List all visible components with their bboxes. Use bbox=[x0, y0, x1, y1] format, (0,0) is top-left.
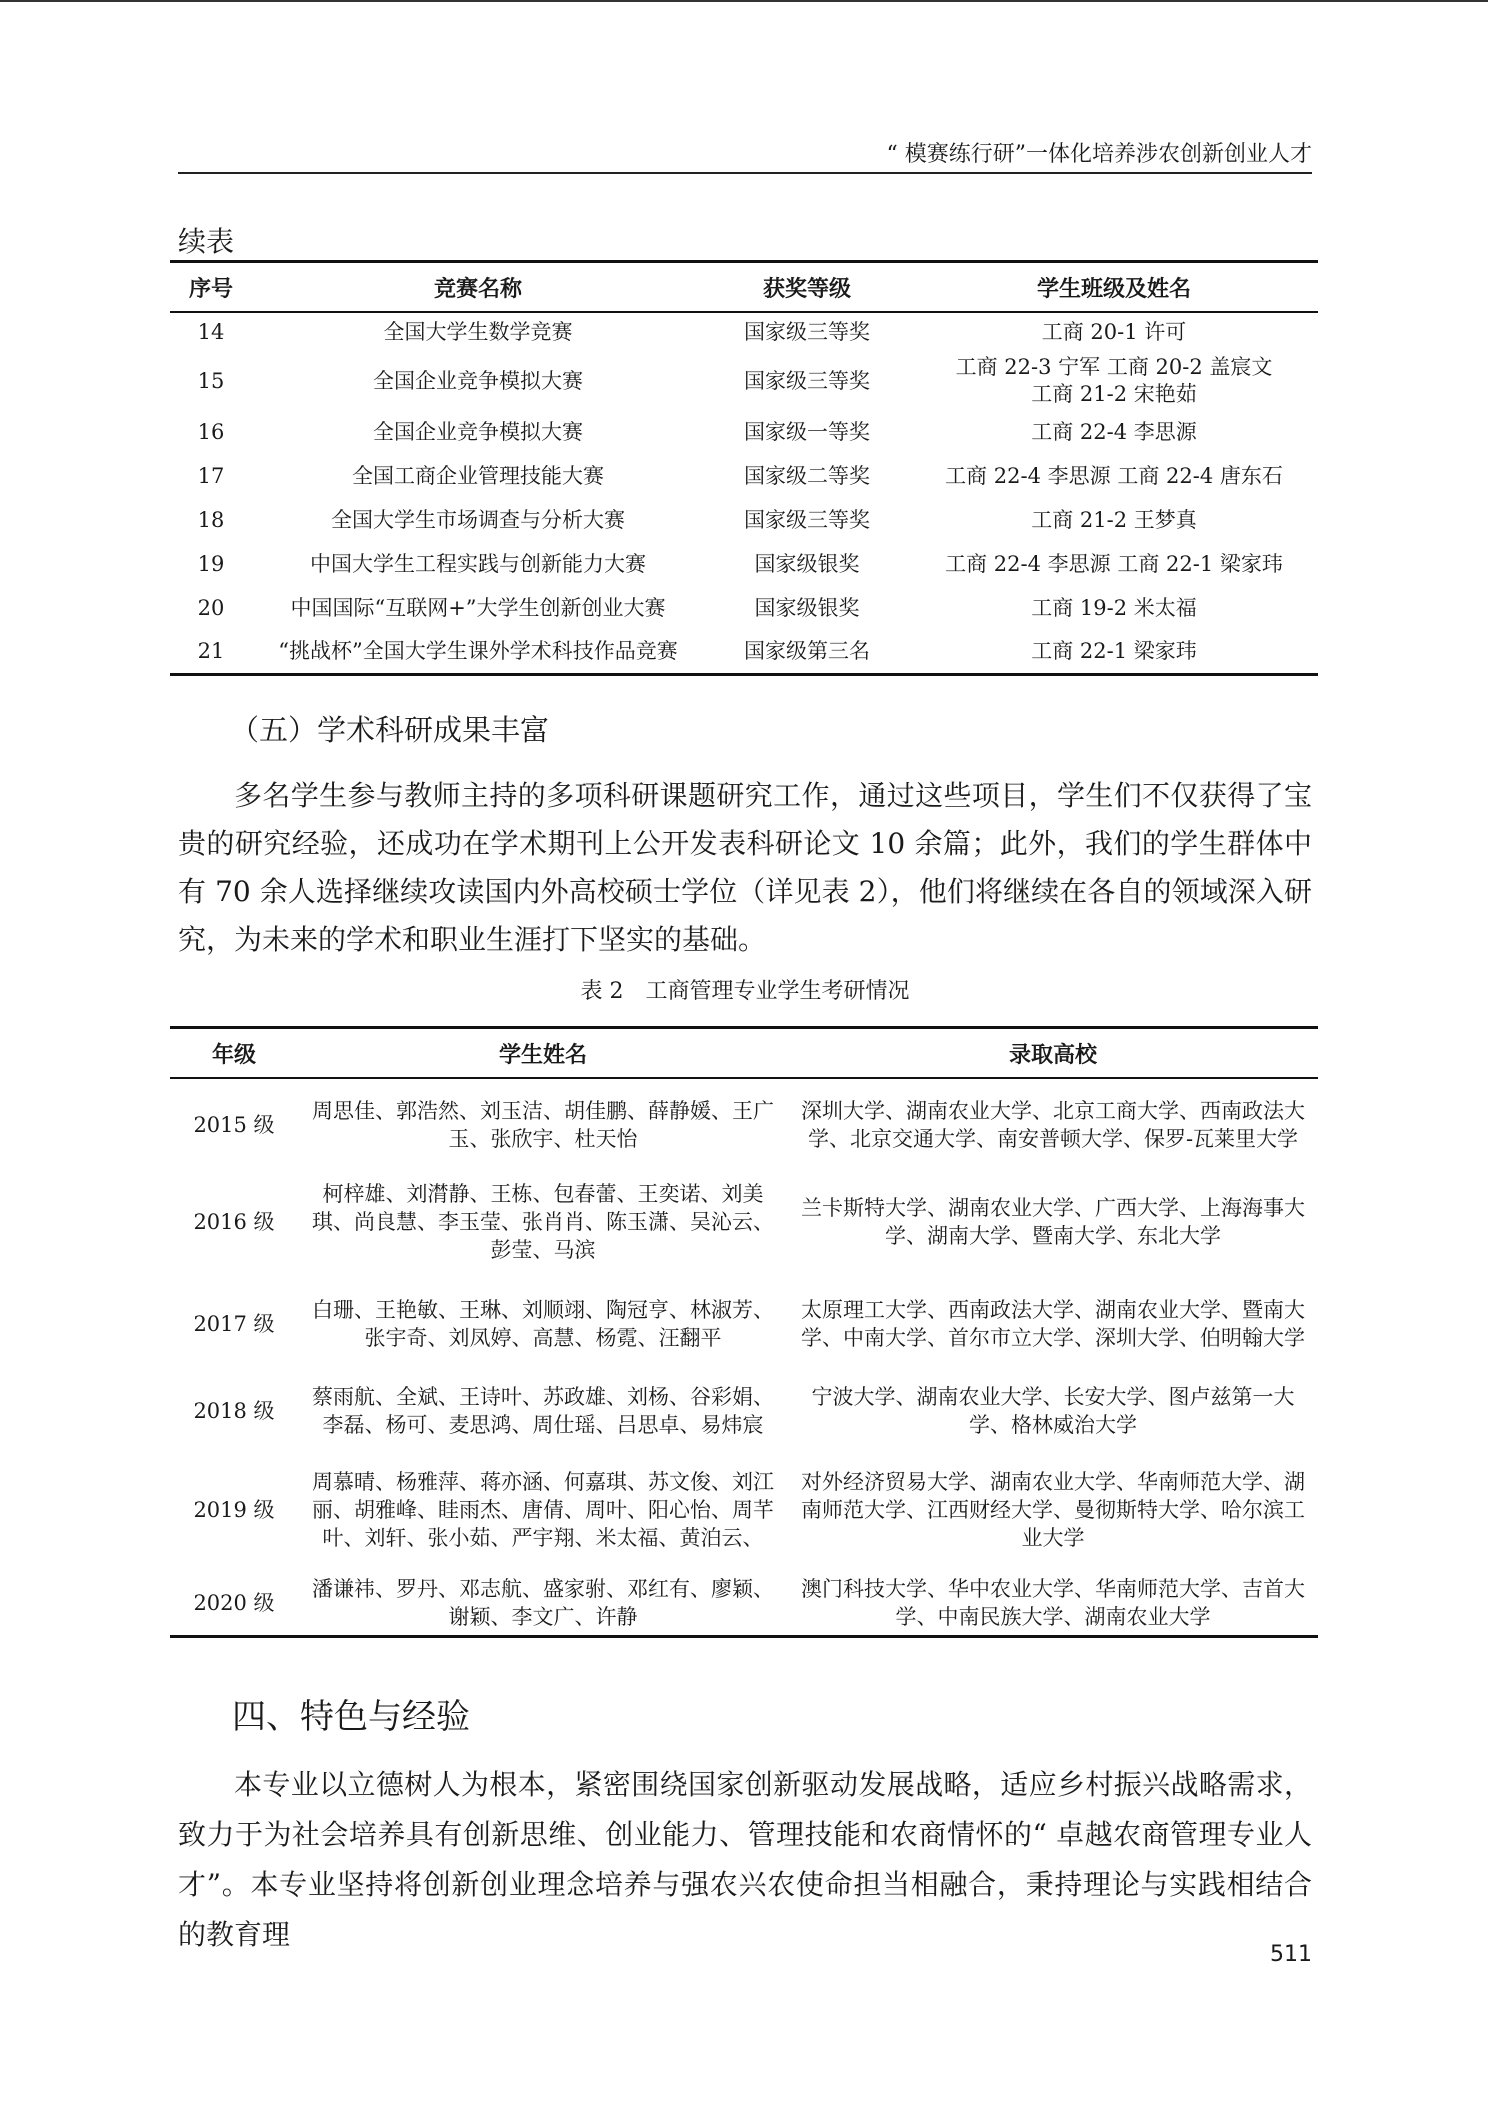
table-cell-level: 国家级三等奖 bbox=[744, 368, 870, 393]
column-header: 序号 bbox=[170, 262, 252, 313]
table-cell-level: 国家级银奖 bbox=[754, 595, 860, 620]
column-header: 年级 bbox=[170, 1028, 298, 1079]
table-cell-level: 国家级二等奖 bbox=[744, 463, 870, 488]
table-cell-level: 国家级三等奖 bbox=[744, 320, 870, 344]
table-cell-students bbox=[910, 630, 1318, 674]
section-heading: 四、特色与经验 bbox=[232, 1697, 470, 1737]
table-cell-students bbox=[910, 312, 1318, 352]
table-cell-no: 15 bbox=[197, 368, 225, 393]
table-cell-level: 国家级银奖 bbox=[754, 551, 860, 576]
table-cell-grade: 2019 级 bbox=[193, 1498, 275, 1522]
table-row bbox=[170, 586, 1318, 630]
continued-table-label: 续表 bbox=[178, 225, 235, 258]
student-line: 工商 19-2 米太福 bbox=[1031, 595, 1197, 620]
table-cell-no: 21 bbox=[197, 638, 225, 663]
top-border bbox=[0, 0, 1488, 2]
student-line: 工商 22-4 李思源 工商 22-1 梁家玮 bbox=[945, 551, 1283, 576]
table-cell-level: 国家级三等奖 bbox=[744, 507, 870, 532]
student-line: 工商 22-3 宁军 工商 20-2 盖宸文 bbox=[955, 355, 1273, 379]
column-header: 录取高校 bbox=[788, 1028, 1318, 1079]
table-cell-name: 中国大学生工程实践与创新能力大赛 bbox=[310, 551, 646, 576]
table-cell-name: 中国国际“互联网+”大学生创新创业大赛 bbox=[290, 595, 666, 620]
table-cell-students bbox=[910, 410, 1318, 454]
table-header-row bbox=[170, 262, 1318, 313]
table-cell-no: 18 bbox=[197, 507, 225, 532]
table-row bbox=[170, 1374, 1318, 1448]
student-line: 工商 20-1 许可 bbox=[1041, 320, 1187, 344]
competition-awards-table bbox=[170, 260, 1318, 676]
table-cell-name: 全国企业竞争模拟大赛 bbox=[373, 419, 583, 444]
student-line: 工商 22-4 李思源 工商 22-4 唐东石 bbox=[945, 463, 1283, 488]
table-cell-no: 16 bbox=[197, 419, 225, 444]
table-row bbox=[170, 542, 1318, 586]
table-row bbox=[170, 1274, 1318, 1374]
table-row bbox=[170, 454, 1318, 498]
table-cell-students bbox=[910, 542, 1318, 586]
column-header: 获奖等级 bbox=[704, 262, 910, 313]
table-header-row bbox=[170, 1028, 1318, 1079]
table-caption: 表 2 工商管理专业学生考研情况 bbox=[580, 979, 910, 1004]
table-cell-unis: 宁波大学、湖南农业大学、长安大学、图卢兹第一大学、格林威治大学 bbox=[811, 1385, 1295, 1437]
table-cell-grade: 2017 级 bbox=[193, 1312, 275, 1336]
table-row bbox=[170, 410, 1318, 454]
table-cell-students bbox=[910, 586, 1318, 630]
table-cell-name: 全国工商企业管理技能大赛 bbox=[352, 463, 604, 488]
student-line: 工商 22-4 李思源 bbox=[1031, 419, 1197, 444]
table-cell-students bbox=[910, 498, 1318, 542]
table-row bbox=[170, 1448, 1318, 1572]
body-paragraph: 多名学生参与教师主持的多项科研课题研究工作，通过这些项目，学生们不仅获得了宝贵的研究经验，还成功在学术期刊上公开发表科研论文 10 余篇；此外，我们的学生群体中有 70 余人选择继续攻读国内外高校硕士学位（详见表 2），他们将继续在各自的领域深入研究，为未来的学术和职业生涯打下坚实的基础。 bbox=[178, 779, 1312, 956]
table-row bbox=[170, 352, 1318, 410]
column-header: 学生班级及姓名 bbox=[910, 262, 1318, 313]
table-cell-name: 全国大学生市场调查与分析大赛 bbox=[331, 507, 625, 532]
column-header: 学生姓名 bbox=[298, 1028, 788, 1079]
column-header: 竞赛名称 bbox=[252, 262, 704, 313]
table-cell-names: 蔡雨航、全斌、王诗叶、苏政雄、刘杨、谷彩娟、李磊、杨可、麦思鸿、周仕瑶、吕思卓、易炜宸 bbox=[312, 1385, 774, 1437]
page-number: 511 bbox=[1270, 1942, 1312, 1967]
table-cell-name: 全国企业竞争模拟大赛 bbox=[373, 368, 583, 393]
table-cell-unis: 对外经济贸易大学、湖南农业大学、华南师范大学、湖南师范大学、江西财经大学、曼彻斯特大学、哈尔滨工业大学 bbox=[801, 1470, 1305, 1550]
table-cell-unis: 兰卡斯特大学、湖南农业大学、广西大学、上海海事大学、湖南大学、暨南大学、东北大学 bbox=[801, 1196, 1305, 1248]
table-row bbox=[170, 1572, 1318, 1636]
table-cell-grade: 2016 级 bbox=[193, 1210, 275, 1234]
table-cell-level: 国家级一等奖 bbox=[744, 419, 870, 444]
table-cell-unis: 澳门科技大学、华中农业大学、华南师范大学、吉首大学、中南民族大学、湖南农业大学 bbox=[801, 1577, 1305, 1630]
student-line: 工商 21-2 宋艳茹 bbox=[1031, 382, 1197, 406]
header-rule bbox=[178, 172, 1312, 174]
table-row bbox=[170, 630, 1318, 674]
table-cell-students bbox=[910, 454, 1318, 498]
table-cell-names: 白珊、王艳敏、王琳、刘顺翊、陶冠亨、林淑芳、张宇奇、刘凤婷、高慧、杨霓、汪翻平 bbox=[312, 1298, 774, 1350]
table-cell-no: 20 bbox=[197, 595, 225, 620]
table-row bbox=[170, 312, 1318, 352]
table-cell-no: 17 bbox=[197, 463, 225, 488]
table-row bbox=[170, 1170, 1318, 1274]
table-row bbox=[170, 1078, 1318, 1170]
body-paragraph: 本专业以立德树人为根本，紧密围绕国家创新驱动发展战略，适应乡村振兴战略需求， 致力于为社会培养具有创新思维、创业能力、管理技能和农商情怀的“ 卓越农商管理专业人才”。本专业坚持将创新创业理念培养与强农兴农使命担当相融合，秉持理论与实践相结合的教育理 bbox=[178, 1768, 1312, 1951]
table-cell-name: “挑战杯”全国大学生课外学术科技作品竞赛 bbox=[278, 638, 678, 663]
table-cell-grade: 2020 级 bbox=[193, 1591, 275, 1616]
table-cell-names: 周慕晴、杨雅萍、蒋亦涵、何嘉琪、苏文俊、刘江丽、胡雅峰、眭雨杰、唐倩、周叶、阳心怡、周芊叶、刘轩、张小茹、严宇翔、米太福、黄泊云、 bbox=[312, 1470, 774, 1550]
table-row bbox=[170, 498, 1318, 542]
table-cell-unis: 深圳大学、湖南农业大学、北京工商大学、西南政法大学、北京交通大学、南安普顿大学、保罗-瓦莱里大学 bbox=[801, 1098, 1305, 1151]
table-cell-unis: 太原理工大学、西南政法大学、湖南农业大学、暨南大学、中南大学、首尔市立大学、深圳大学、伯明翰大学 bbox=[801, 1298, 1305, 1350]
table-cell-names: 柯梓雄、刘潸静、王栋、包春蕾、王奕诺、刘美琪、尚良慧、李玉莹、张肖肖、陈玉潇、吴沁云、彭莹、马滨 bbox=[312, 1182, 774, 1262]
student-line: 工商 22-1 梁家玮 bbox=[1031, 638, 1197, 663]
table-cell-grade: 2018 级 bbox=[193, 1399, 275, 1423]
graduate-admission-table bbox=[170, 1026, 1318, 1638]
table-cell-names: 周思佳、郭浩然、刘玉洁、胡佳鹏、薛静媛、王广玉、张欣宇、杜天怡 bbox=[312, 1098, 774, 1151]
student-line: 工商 21-2 王梦真 bbox=[1031, 507, 1197, 532]
table-cell-names: 潘谦祎、罗丹、邓志航、盛家驸、邓红有、廖颖、谢颖、李文广、许静 bbox=[312, 1577, 774, 1630]
table-cell-no: 14 bbox=[197, 320, 225, 344]
section-heading: （五）学术科研成果丰富 bbox=[230, 713, 550, 747]
table-cell-students bbox=[910, 352, 1318, 410]
table-cell-level: 国家级第三名 bbox=[744, 638, 870, 663]
table-cell-grade: 2015 级 bbox=[193, 1112, 275, 1137]
table-cell-no: 19 bbox=[197, 551, 225, 576]
running-head: “ 模赛练行研”一体化培养涉农创新创业人才 bbox=[886, 142, 1312, 167]
table-cell-name: 全国大学生数学竞赛 bbox=[383, 320, 573, 344]
